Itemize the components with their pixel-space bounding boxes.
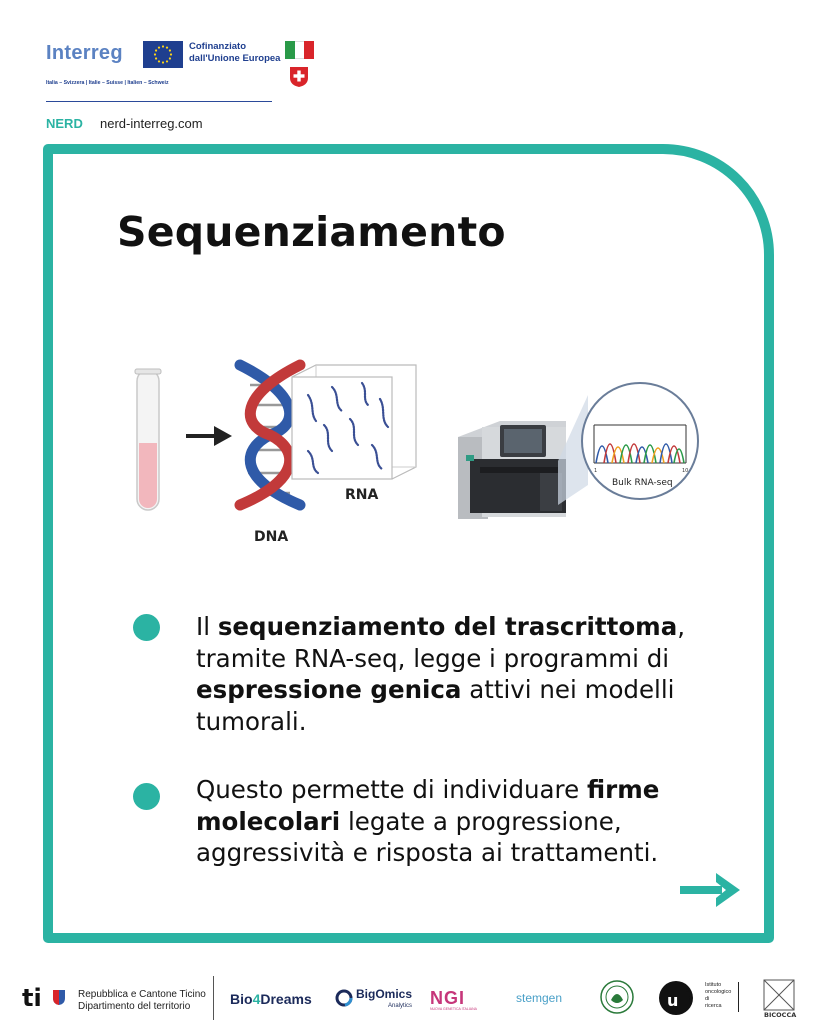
ior-divider (738, 982, 739, 1012)
eu-flag-icon (143, 41, 183, 68)
ticino-logo: ti (22, 984, 42, 1012)
interreg-logo: Interreg (46, 42, 123, 64)
bullet-text-1 (196, 611, 716, 737)
bio4dreams-part-c: Dreams (260, 991, 312, 1007)
bio4dreams-part-b: 4 (252, 991, 261, 1007)
ngi-subtitle: NUOVA GENETICA ITALIANA (430, 1007, 477, 1011)
cofinance-line-1: Cofinanziato (189, 41, 246, 52)
bigomics-name: BigOmics (356, 987, 413, 1001)
bicocca-name: BICOCCA (764, 1011, 797, 1018)
bio4dreams-logo (230, 991, 312, 1007)
bullet-text-run: attivi nei modelli tumorali. (196, 675, 675, 736)
ticino-line-2: Dipartimento del territorio (78, 1001, 191, 1012)
next-arrow-icon[interactable] (680, 870, 742, 910)
ior-line: Istituto (705, 982, 722, 988)
bigomics-sub: Analytics (388, 1003, 413, 1009)
arrow-right-small-icon (186, 426, 232, 446)
countries-line: Italia – Svizzera | Italie – Suisse | Italien – Schweiz (46, 80, 169, 86)
test-tube-icon (135, 369, 161, 510)
chromatogram-magnifier (582, 383, 698, 499)
dna-label: DNA (254, 529, 289, 545)
university-seal-icon (600, 980, 634, 1014)
rna-box (292, 365, 416, 479)
bullet-text-2 (196, 774, 716, 869)
ticino-line-1: Repubblica e Cantone Ticino (78, 989, 206, 1000)
dna-helix-icon (240, 365, 300, 505)
svg-text:s: s (686, 985, 691, 994)
bullet-bold-text: espressione genica (196, 675, 462, 704)
project-name: NERD (46, 116, 83, 131)
bigomics-logo (356, 988, 412, 1012)
ior-logo (705, 982, 745, 1010)
cofinance-line-2: dall'Unione Europea (189, 53, 281, 64)
ticino-department (78, 989, 206, 1013)
rna-label: RNA (345, 487, 379, 503)
ior-line: oncologico (705, 989, 732, 995)
bullet-text-run: Questo permette di individuare (196, 775, 587, 804)
bio4dreams-part-a: Bio (230, 991, 253, 1007)
bullet-text-run: , tramite RNA-seq, legge i programmi di (196, 612, 686, 673)
ior-line: di (705, 996, 710, 1002)
axis-start-label: 1 (594, 468, 598, 474)
bigomics-ring-icon (334, 988, 354, 1008)
bullet-bold-text: firme molecolari (196, 775, 660, 836)
ior-line: ricerca (705, 1003, 722, 1009)
sequencing-illustration (110, 355, 710, 555)
italy-flag-icon (285, 41, 314, 59)
bullet-bold-text: sequenziamento del trascrittoma (217, 612, 678, 641)
swiss-flag-icon (289, 66, 309, 88)
sequencer-machine-icon (458, 421, 566, 519)
bullet-dot (133, 783, 160, 810)
footer-divider (213, 976, 214, 1020)
bullet-text-run: Il (196, 612, 218, 641)
bullet-dot (133, 614, 160, 641)
bicocca-logo-icon (760, 978, 798, 1018)
project-url-link[interactable]: nerd-interreg.com (100, 116, 203, 131)
bullet-text-run: legate a progressione, aggressività e risposta ai trattamenti. (196, 806, 659, 867)
stemgen-logo: stemgen (516, 991, 563, 1005)
usi-logo-icon (658, 980, 698, 1016)
header-divider (46, 101, 272, 102)
slide-title: Sequenziamento (117, 208, 506, 256)
axis-end-label: 10 (682, 468, 689, 474)
svg-text:u: u (667, 991, 679, 1010)
ngi-logo: NGI (430, 988, 466, 1008)
bulk-rna-seq-label: Bulk RNA-seq (612, 478, 673, 488)
svg-text:i: i (689, 995, 692, 1004)
cofinance-text (189, 41, 280, 65)
ticino-shield-icon (52, 989, 66, 1006)
